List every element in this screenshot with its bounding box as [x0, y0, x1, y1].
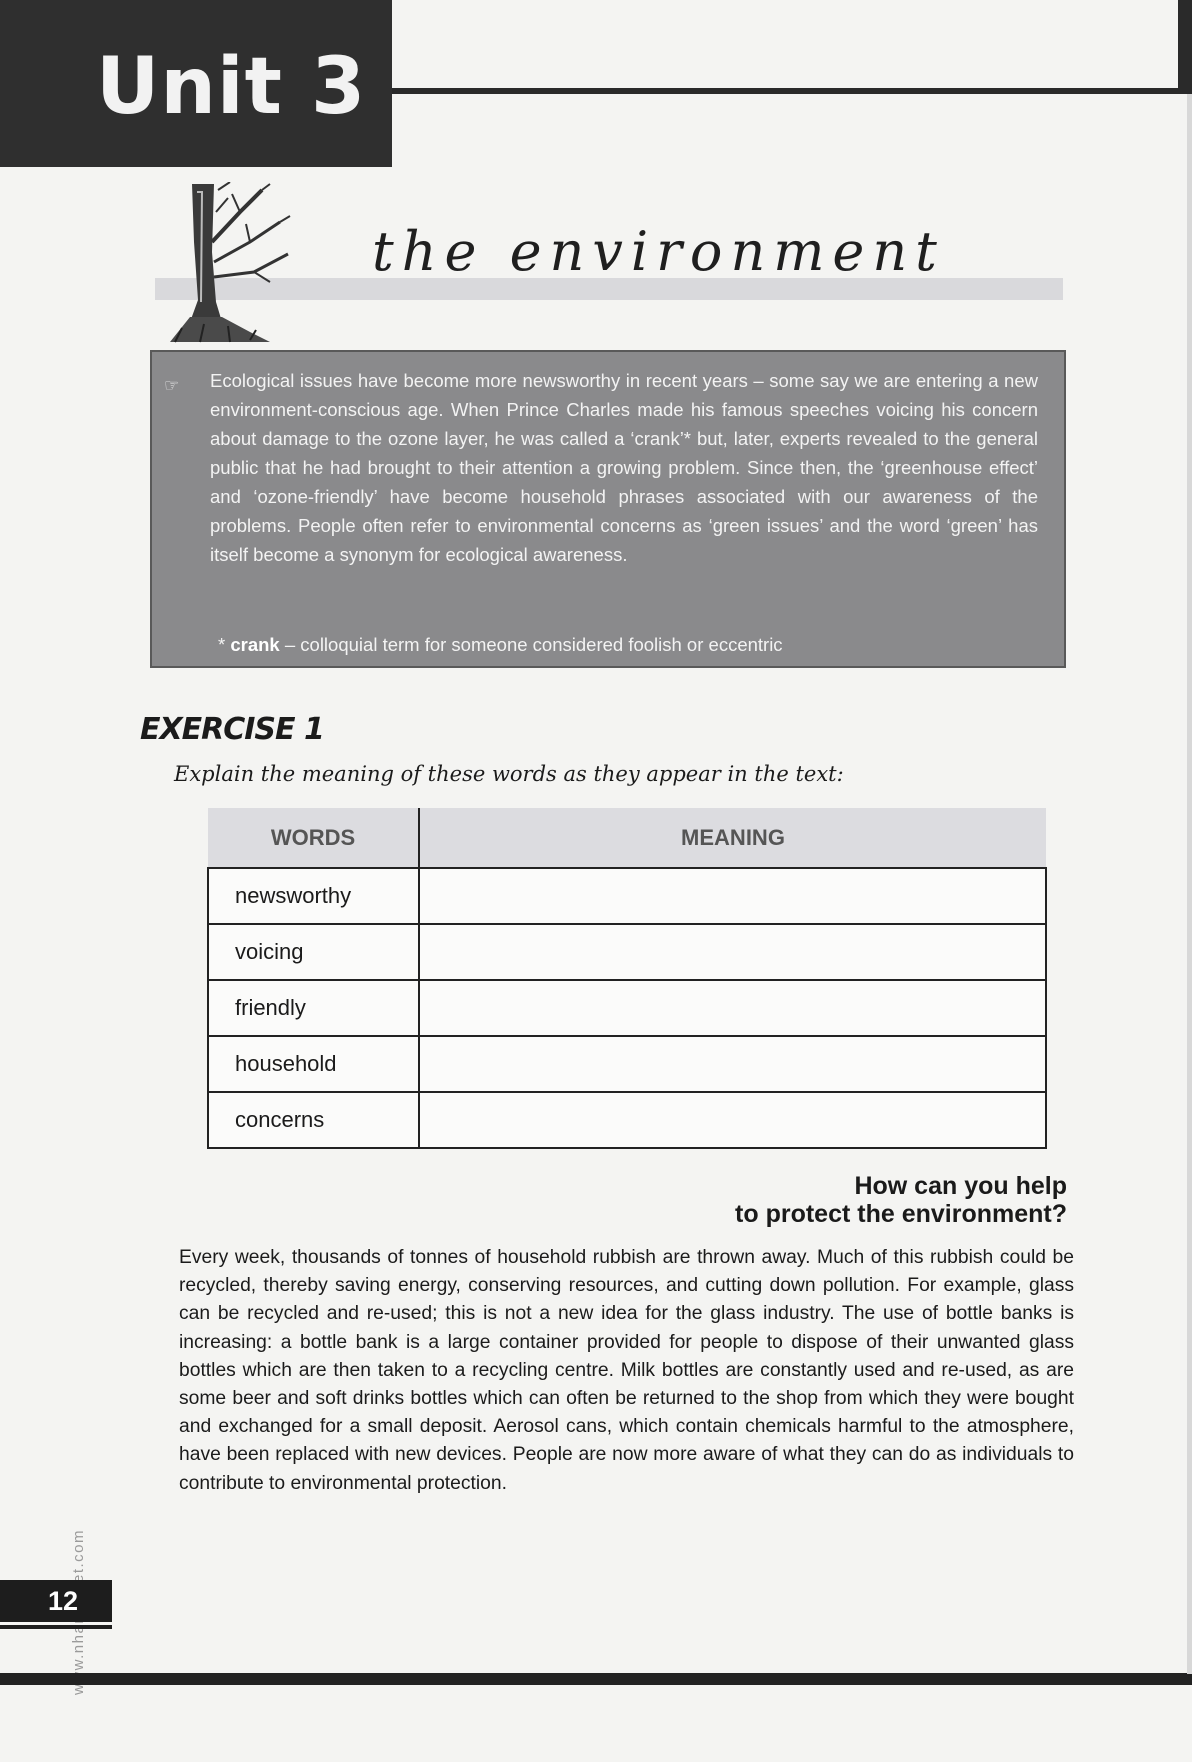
page-number: 12 [0, 1580, 112, 1622]
section-body: Every week, thousands of tonnes of household rubbish are thrown away. Much of this rubbish could be recycled, thereby saving energy, conserving resources, and cutting down pollution. For example, glass can be recycled and re-used; this is not a new idea for the glass industry. The use of bottle banks is increasing: a bottle bank is a large container provided for people to dispose of their unwanted glass bottles which are then taken to a recycling centre. Milk bottles are constantly used and re-used, as are some beer and soft drinks bottles which can often be returned to the shop from which they were bought and exchanged for a small deposit. Aerosol cans, which contain chemicals harmful to the atmosphere, have been replaced with new devices. People are now more aware of what they can do as individuals to contribute to environmental protection. [179, 1247, 1074, 1494]
word-cell: voicing [208, 924, 419, 980]
page-number-rule [0, 1625, 112, 1629]
word-cell: household [208, 1036, 419, 1092]
words-column-header: WORDS [208, 808, 419, 868]
scan-bottom-edge [0, 1673, 1192, 1685]
topic-title: the environment [372, 220, 945, 283]
table-row [208, 924, 1046, 980]
table-header-row [208, 808, 1046, 868]
meaning-cell[interactable] [419, 980, 1046, 1036]
header-corner [1178, 0, 1192, 94]
table-row [208, 868, 1046, 924]
meaning-cell[interactable] [419, 1092, 1046, 1148]
footnote-marker: * [218, 634, 226, 655]
table-row [208, 1092, 1046, 1148]
word-cell: concerns [208, 1092, 419, 1148]
meaning-cell[interactable] [419, 868, 1046, 924]
table-row [208, 980, 1046, 1036]
words-table [207, 808, 1047, 1149]
header-rule [392, 88, 1192, 94]
table-row [208, 1036, 1046, 1092]
section-title [735, 1172, 1067, 1228]
pointing-hand-icon: ☞ [164, 376, 180, 395]
scan-right-edge [1187, 94, 1192, 1674]
intro-box [150, 350, 1066, 668]
meaning-column-header: MEANING [419, 808, 1046, 868]
word-cell: newsworthy [208, 868, 419, 924]
section-title-line1: How can you help [854, 1172, 1067, 1200]
meaning-cell[interactable] [419, 1036, 1046, 1092]
word-cell: friendly [208, 980, 419, 1036]
footnote [218, 630, 783, 659]
exercise-title: EXERCISE 1 [140, 712, 324, 747]
tree-icon [170, 182, 300, 347]
footnote-term: crank [230, 634, 280, 655]
unit-title: Unit 3 [96, 42, 367, 132]
footnote-definition: – colloquial term for someone considered foolish or eccentric [284, 634, 783, 655]
exercise-instruction: Explain the meaning of these words as they appear in the text: [174, 762, 844, 786]
intro-text: Ecological issues have become more newsworthy in recent years – some say we are entering a new environment-conscious age. When Prince Charles made his famous speeches voicing his concern about damage to the ozone layer, he was called a ‘crank’* but, later, experts revealed to the general public that he had brought to their attention a growing problem. Since then, the ‘greenhouse effect’ and ‘ozone-friendly’ have become household phrases associated with our awareness of the problems. People often refer to environmental concerns as ‘green issues’ and the word ‘green’ has itself become a synonym for ecological awareness. [210, 370, 1038, 565]
meaning-cell[interactable] [419, 924, 1046, 980]
section-title-line2: to protect the environment? [735, 1200, 1067, 1228]
